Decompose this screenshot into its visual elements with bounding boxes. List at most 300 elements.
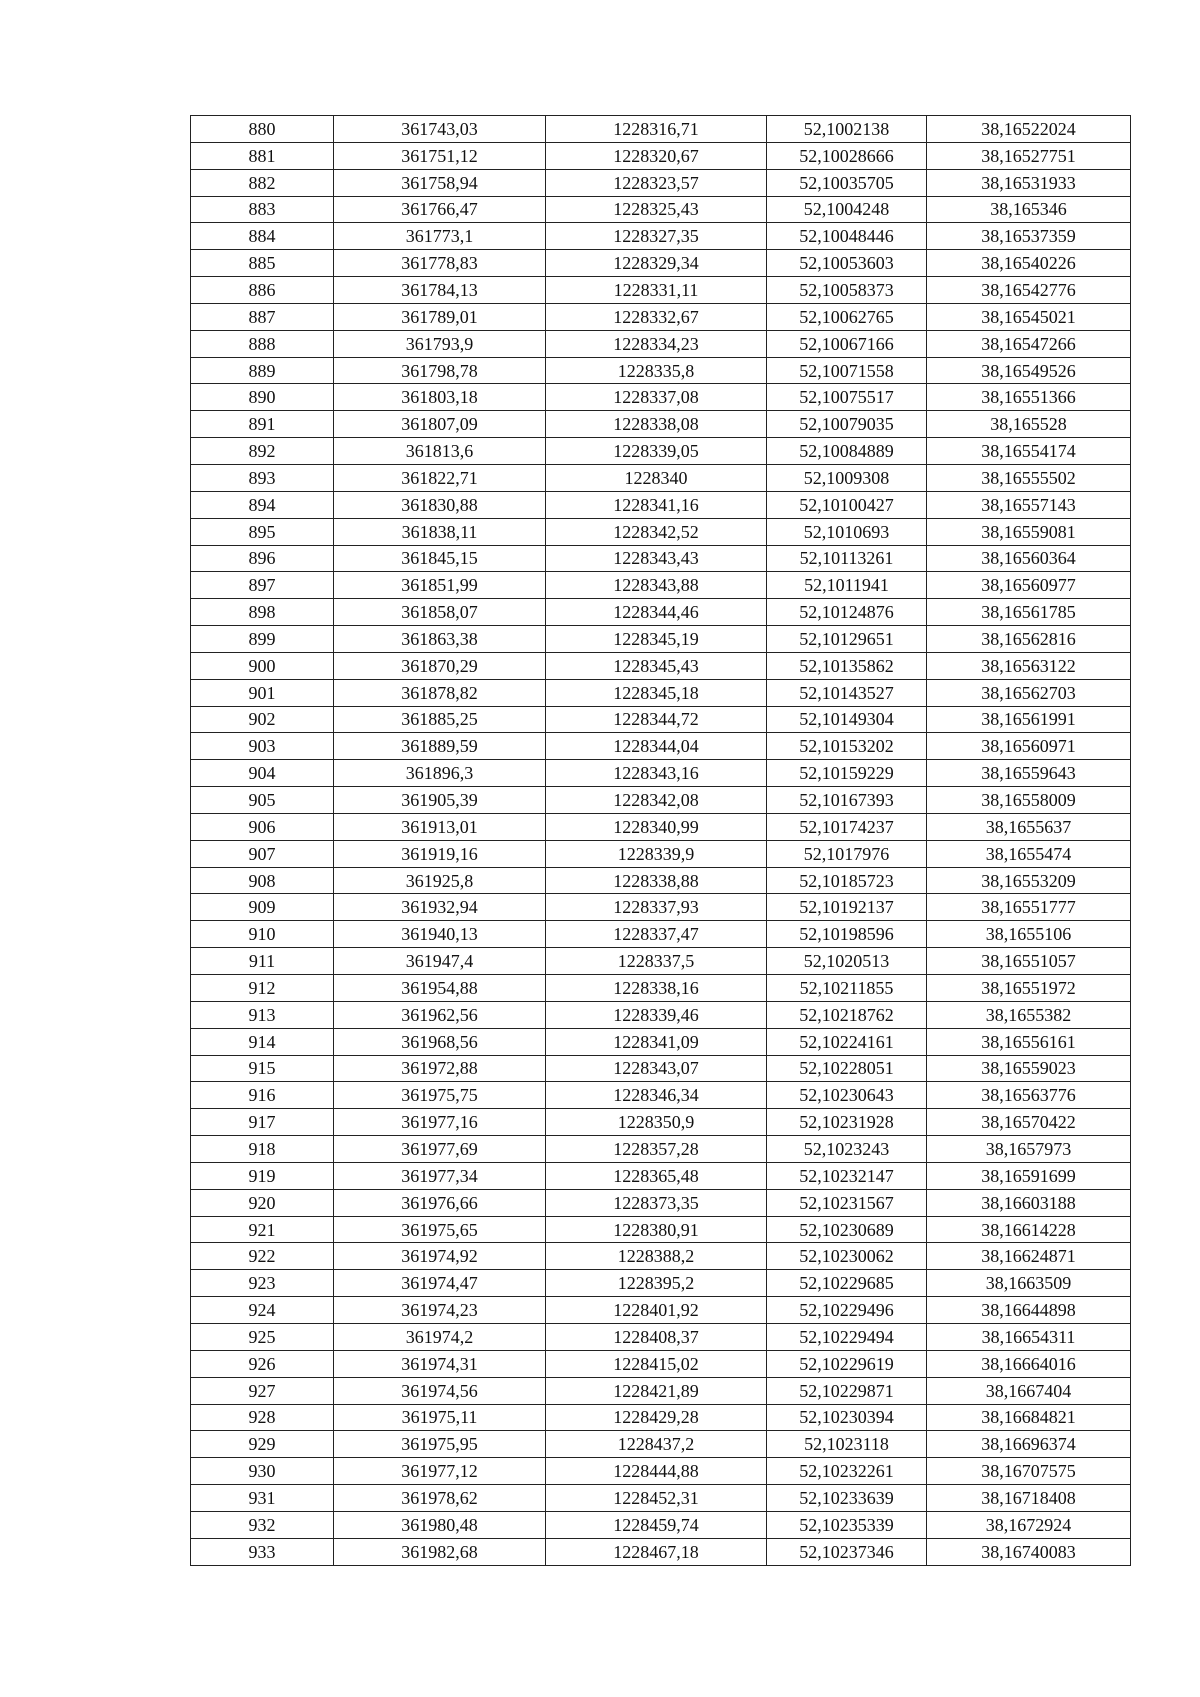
table-row: [191, 1055, 1131, 1082]
y-coordinate-cell: 1228344,72: [546, 706, 767, 733]
longitude-cell: 38,16527751: [927, 142, 1131, 169]
x-coordinate-cell: 361838,11: [334, 518, 546, 545]
latitude-cell: 52,10229619: [767, 1350, 927, 1377]
latitude-cell: 52,10135862: [767, 652, 927, 679]
y-coordinate-cell: 1228415,02: [546, 1350, 767, 1377]
latitude-cell: 52,10149304: [767, 706, 927, 733]
x-coordinate-cell: 361803,18: [334, 384, 546, 411]
table-row: [191, 1001, 1131, 1028]
table-row: [191, 357, 1131, 384]
point-number-cell: 885: [191, 250, 334, 277]
coordinates-table: [190, 115, 1131, 1566]
y-coordinate-cell: 1228338,88: [546, 867, 767, 894]
table-row: [191, 652, 1131, 679]
point-number-cell: 884: [191, 223, 334, 250]
y-coordinate-cell: 1228341,09: [546, 1028, 767, 1055]
y-coordinate-cell: 1228339,46: [546, 1001, 767, 1028]
x-coordinate-cell: 361793,9: [334, 330, 546, 357]
x-coordinate-cell: 361743,03: [334, 116, 546, 143]
table-row: [191, 1323, 1131, 1350]
table-row: [191, 250, 1131, 277]
x-coordinate-cell: 361896,3: [334, 760, 546, 787]
point-number-cell: 909: [191, 894, 334, 921]
latitude-cell: 52,10231567: [767, 1189, 927, 1216]
table-row: [191, 1404, 1131, 1431]
latitude-cell: 52,10232261: [767, 1458, 927, 1485]
y-coordinate-cell: 1228343,16: [546, 760, 767, 787]
x-coordinate-cell: 361972,88: [334, 1055, 546, 1082]
table-row: [191, 411, 1131, 438]
x-coordinate-cell: 361863,38: [334, 626, 546, 653]
table-row: [191, 223, 1131, 250]
longitude-cell: 38,16563122: [927, 652, 1131, 679]
y-coordinate-cell: 1228329,34: [546, 250, 767, 277]
x-coordinate-cell: 361885,25: [334, 706, 546, 733]
point-number-cell: 887: [191, 303, 334, 330]
y-coordinate-cell: 1228444,88: [546, 1458, 767, 1485]
point-number-cell: 882: [191, 169, 334, 196]
x-coordinate-cell: 361925,8: [334, 867, 546, 894]
longitude-cell: 38,16718408: [927, 1485, 1131, 1512]
longitude-cell: 38,16563776: [927, 1082, 1131, 1109]
y-coordinate-cell: 1228337,5: [546, 948, 767, 975]
y-coordinate-cell: 1228437,2: [546, 1431, 767, 1458]
x-coordinate-cell: 361751,12: [334, 142, 546, 169]
latitude-cell: 52,10084889: [767, 438, 927, 465]
latitude-cell: 52,10211855: [767, 975, 927, 1002]
latitude-cell: 52,10198596: [767, 921, 927, 948]
table-row: [191, 626, 1131, 653]
x-coordinate-cell: 361977,16: [334, 1109, 546, 1136]
y-coordinate-cell: 1228343,88: [546, 572, 767, 599]
y-coordinate-cell: 1228337,93: [546, 894, 767, 921]
table-row: [191, 1216, 1131, 1243]
longitude-cell: 38,1655382: [927, 1001, 1131, 1028]
y-coordinate-cell: 1228334,23: [546, 330, 767, 357]
latitude-cell: 52,1023118: [767, 1431, 927, 1458]
longitude-cell: 38,16551366: [927, 384, 1131, 411]
longitude-cell: 38,16603188: [927, 1189, 1131, 1216]
table-row: [191, 1109, 1131, 1136]
x-coordinate-cell: 361932,94: [334, 894, 546, 921]
latitude-cell: 52,10232147: [767, 1162, 927, 1189]
point-number-cell: 928: [191, 1404, 334, 1431]
x-coordinate-cell: 361889,59: [334, 733, 546, 760]
latitude-cell: 52,10229496: [767, 1297, 927, 1324]
point-number-cell: 911: [191, 948, 334, 975]
longitude-cell: 38,16560364: [927, 545, 1131, 572]
point-number-cell: 891: [191, 411, 334, 438]
latitude-cell: 52,10058373: [767, 277, 927, 304]
y-coordinate-cell: 1228337,47: [546, 921, 767, 948]
x-coordinate-cell: 361940,13: [334, 921, 546, 948]
longitude-cell: 38,16560977: [927, 572, 1131, 599]
y-coordinate-cell: 1228380,91: [546, 1216, 767, 1243]
x-coordinate-cell: 361778,83: [334, 250, 546, 277]
x-coordinate-cell: 361975,75: [334, 1082, 546, 1109]
x-coordinate-cell: 361977,12: [334, 1458, 546, 1485]
latitude-cell: 52,1002138: [767, 116, 927, 143]
y-coordinate-cell: 1228401,92: [546, 1297, 767, 1324]
latitude-cell: 52,10129651: [767, 626, 927, 653]
y-coordinate-cell: 1228338,16: [546, 975, 767, 1002]
longitude-cell: 38,16531933: [927, 169, 1131, 196]
y-coordinate-cell: 1228429,28: [546, 1404, 767, 1431]
table-row: [191, 867, 1131, 894]
y-coordinate-cell: 1228339,05: [546, 438, 767, 465]
table-row: [191, 330, 1131, 357]
point-number-cell: 925: [191, 1323, 334, 1350]
latitude-cell: 52,10067166: [767, 330, 927, 357]
table-row: [191, 169, 1131, 196]
latitude-cell: 52,10224161: [767, 1028, 927, 1055]
latitude-cell: 52,1023243: [767, 1136, 927, 1163]
latitude-cell: 52,10048446: [767, 223, 927, 250]
x-coordinate-cell: 361807,09: [334, 411, 546, 438]
point-number-cell: 890: [191, 384, 334, 411]
longitude-cell: 38,16561785: [927, 599, 1131, 626]
point-number-cell: 919: [191, 1162, 334, 1189]
latitude-cell: 52,10229685: [767, 1270, 927, 1297]
table-row: [191, 1162, 1131, 1189]
table-row: [191, 921, 1131, 948]
table-row: [191, 196, 1131, 223]
y-coordinate-cell: 1228320,67: [546, 142, 767, 169]
latitude-cell: 52,10143527: [767, 679, 927, 706]
x-coordinate-cell: 361962,56: [334, 1001, 546, 1028]
latitude-cell: 52,1011941: [767, 572, 927, 599]
latitude-cell: 52,10124876: [767, 599, 927, 626]
point-number-cell: 897: [191, 572, 334, 599]
point-number-cell: 899: [191, 626, 334, 653]
point-number-cell: 886: [191, 277, 334, 304]
longitude-cell: 38,16549526: [927, 357, 1131, 384]
point-number-cell: 917: [191, 1109, 334, 1136]
x-coordinate-cell: 361974,92: [334, 1243, 546, 1270]
x-coordinate-cell: 361980,48: [334, 1511, 546, 1538]
y-coordinate-cell: 1228342,08: [546, 787, 767, 814]
table-row: [191, 1458, 1131, 1485]
latitude-cell: 52,1004248: [767, 196, 927, 223]
point-number-cell: 905: [191, 787, 334, 814]
y-coordinate-cell: 1228339,9: [546, 840, 767, 867]
point-number-cell: 883: [191, 196, 334, 223]
x-coordinate-cell: 361947,4: [334, 948, 546, 975]
y-coordinate-cell: 1228343,07: [546, 1055, 767, 1082]
latitude-cell: 52,10229494: [767, 1323, 927, 1350]
y-coordinate-cell: 1228408,37: [546, 1323, 767, 1350]
x-coordinate-cell: 361978,62: [334, 1485, 546, 1512]
point-number-cell: 888: [191, 330, 334, 357]
x-coordinate-cell: 361830,88: [334, 491, 546, 518]
latitude-cell: 52,1020513: [767, 948, 927, 975]
latitude-cell: 52,10230062: [767, 1243, 927, 1270]
y-coordinate-cell: 1228452,31: [546, 1485, 767, 1512]
latitude-cell: 52,10230394: [767, 1404, 927, 1431]
table-row: [191, 518, 1131, 545]
latitude-cell: 52,10237346: [767, 1538, 927, 1565]
point-number-cell: 906: [191, 813, 334, 840]
longitude-cell: 38,16560971: [927, 733, 1131, 760]
longitude-cell: 38,1655637: [927, 813, 1131, 840]
longitude-cell: 38,16614228: [927, 1216, 1131, 1243]
point-number-cell: 900: [191, 652, 334, 679]
x-coordinate-cell: 361766,47: [334, 196, 546, 223]
x-coordinate-cell: 361976,66: [334, 1189, 546, 1216]
longitude-cell: 38,16551777: [927, 894, 1131, 921]
longitude-cell: 38,16664016: [927, 1350, 1131, 1377]
table-row: [191, 760, 1131, 787]
latitude-cell: 52,1017976: [767, 840, 927, 867]
latitude-cell: 52,10174237: [767, 813, 927, 840]
longitude-cell: 38,16540226: [927, 250, 1131, 277]
y-coordinate-cell: 1228346,34: [546, 1082, 767, 1109]
latitude-cell: 52,10229871: [767, 1377, 927, 1404]
longitude-cell: 38,16624871: [927, 1243, 1131, 1270]
y-coordinate-cell: 1228350,9: [546, 1109, 767, 1136]
y-coordinate-cell: 1228316,71: [546, 116, 767, 143]
x-coordinate-cell: 361975,11: [334, 1404, 546, 1431]
table-row: [191, 706, 1131, 733]
longitude-cell: 38,16559023: [927, 1055, 1131, 1082]
point-number-cell: 930: [191, 1458, 334, 1485]
longitude-cell: 38,16555502: [927, 464, 1131, 491]
x-coordinate-cell: 361982,68: [334, 1538, 546, 1565]
latitude-cell: 52,1009308: [767, 464, 927, 491]
y-coordinate-cell: 1228345,19: [546, 626, 767, 653]
x-coordinate-cell: 361974,23: [334, 1297, 546, 1324]
table-row: [191, 813, 1131, 840]
x-coordinate-cell: 361758,94: [334, 169, 546, 196]
longitude-cell: 38,16557143: [927, 491, 1131, 518]
table-row: [191, 1136, 1131, 1163]
longitude-cell: 38,16558009: [927, 787, 1131, 814]
longitude-cell: 38,16551057: [927, 948, 1131, 975]
y-coordinate-cell: 1228325,43: [546, 196, 767, 223]
table-row: [191, 1377, 1131, 1404]
x-coordinate-cell: 361789,01: [334, 303, 546, 330]
point-number-cell: 918: [191, 1136, 334, 1163]
table-row: [191, 142, 1131, 169]
latitude-cell: 52,10233639: [767, 1485, 927, 1512]
latitude-cell: 52,10028666: [767, 142, 927, 169]
point-number-cell: 894: [191, 491, 334, 518]
table-row: [191, 545, 1131, 572]
y-coordinate-cell: 1228467,18: [546, 1538, 767, 1565]
latitude-cell: 52,10230643: [767, 1082, 927, 1109]
x-coordinate-cell: 361975,95: [334, 1431, 546, 1458]
point-number-cell: 881: [191, 142, 334, 169]
point-number-cell: 926: [191, 1350, 334, 1377]
point-number-cell: 896: [191, 545, 334, 572]
y-coordinate-cell: 1228338,08: [546, 411, 767, 438]
table-row: [191, 733, 1131, 760]
table-row: [191, 948, 1131, 975]
y-coordinate-cell: 1228331,11: [546, 277, 767, 304]
longitude-cell: 38,16591699: [927, 1162, 1131, 1189]
table-row: [191, 894, 1131, 921]
x-coordinate-cell: 361974,2: [334, 1323, 546, 1350]
table-row: [191, 1350, 1131, 1377]
table-row: [191, 1431, 1131, 1458]
longitude-cell: 38,16740083: [927, 1538, 1131, 1565]
point-number-cell: 912: [191, 975, 334, 1002]
table-row: [191, 1243, 1131, 1270]
point-number-cell: 893: [191, 464, 334, 491]
point-number-cell: 929: [191, 1431, 334, 1458]
latitude-cell: 52,10167393: [767, 787, 927, 814]
y-coordinate-cell: 1228323,57: [546, 169, 767, 196]
table-row: [191, 1511, 1131, 1538]
y-coordinate-cell: 1228459,74: [546, 1511, 767, 1538]
point-number-cell: 933: [191, 1538, 334, 1565]
table-row: [191, 277, 1131, 304]
longitude-cell: 38,1657973: [927, 1136, 1131, 1163]
x-coordinate-cell: 361798,78: [334, 357, 546, 384]
y-coordinate-cell: 1228332,67: [546, 303, 767, 330]
latitude-cell: 52,10159229: [767, 760, 927, 787]
longitude-cell: 38,16554174: [927, 438, 1131, 465]
x-coordinate-cell: 361975,65: [334, 1216, 546, 1243]
longitude-cell: 38,16545021: [927, 303, 1131, 330]
point-number-cell: 903: [191, 733, 334, 760]
longitude-cell: 38,1672924: [927, 1511, 1131, 1538]
latitude-cell: 52,10079035: [767, 411, 927, 438]
longitude-cell: 38,16562816: [927, 626, 1131, 653]
latitude-cell: 52,10035705: [767, 169, 927, 196]
y-coordinate-cell: 1228344,04: [546, 733, 767, 760]
x-coordinate-cell: 361845,15: [334, 545, 546, 572]
x-coordinate-cell: 361784,13: [334, 277, 546, 304]
table-row: [191, 975, 1131, 1002]
x-coordinate-cell: 361919,16: [334, 840, 546, 867]
longitude-cell: 38,16553209: [927, 867, 1131, 894]
point-number-cell: 880: [191, 116, 334, 143]
x-coordinate-cell: 361954,88: [334, 975, 546, 1002]
point-number-cell: 927: [191, 1377, 334, 1404]
longitude-cell: 38,16570422: [927, 1109, 1131, 1136]
table-row: [191, 840, 1131, 867]
longitude-cell: 38,1663509: [927, 1270, 1131, 1297]
y-coordinate-cell: 1228327,35: [546, 223, 767, 250]
y-coordinate-cell: 1228388,2: [546, 1243, 767, 1270]
point-number-cell: 924: [191, 1297, 334, 1324]
point-number-cell: 931: [191, 1485, 334, 1512]
longitude-cell: 38,16551972: [927, 975, 1131, 1002]
y-coordinate-cell: 1228345,43: [546, 652, 767, 679]
longitude-cell: 38,16537359: [927, 223, 1131, 250]
longitude-cell: 38,16547266: [927, 330, 1131, 357]
latitude-cell: 52,10153202: [767, 733, 927, 760]
coordinates-table-body: [191, 116, 1131, 1566]
longitude-cell: 38,16556161: [927, 1028, 1131, 1055]
point-number-cell: 920: [191, 1189, 334, 1216]
latitude-cell: 52,10053603: [767, 250, 927, 277]
y-coordinate-cell: 1228373,35: [546, 1189, 767, 1216]
longitude-cell: 38,16559643: [927, 760, 1131, 787]
point-number-cell: 895: [191, 518, 334, 545]
table-row: [191, 787, 1131, 814]
y-coordinate-cell: 1228343,43: [546, 545, 767, 572]
longitude-cell: 38,16542776: [927, 277, 1131, 304]
latitude-cell: 52,10192137: [767, 894, 927, 921]
x-coordinate-cell: 361870,29: [334, 652, 546, 679]
latitude-cell: 52,10218762: [767, 1001, 927, 1028]
point-number-cell: 904: [191, 760, 334, 787]
table-row: [191, 1189, 1131, 1216]
y-coordinate-cell: 1228337,08: [546, 384, 767, 411]
y-coordinate-cell: 1228344,46: [546, 599, 767, 626]
table-row: [191, 116, 1131, 143]
longitude-cell: 38,16707575: [927, 1458, 1131, 1485]
longitude-cell: 38,16654311: [927, 1323, 1131, 1350]
x-coordinate-cell: 361977,34: [334, 1162, 546, 1189]
point-number-cell: 916: [191, 1082, 334, 1109]
y-coordinate-cell: 1228395,2: [546, 1270, 767, 1297]
longitude-cell: 38,165528: [927, 411, 1131, 438]
y-coordinate-cell: 1228345,18: [546, 679, 767, 706]
y-coordinate-cell: 1228341,16: [546, 491, 767, 518]
table-row: [191, 464, 1131, 491]
y-coordinate-cell: 1228421,89: [546, 1377, 767, 1404]
table-row: [191, 1082, 1131, 1109]
table-row: [191, 384, 1131, 411]
point-number-cell: 921: [191, 1216, 334, 1243]
table-row: [191, 572, 1131, 599]
longitude-cell: 38,1655106: [927, 921, 1131, 948]
x-coordinate-cell: 361977,69: [334, 1136, 546, 1163]
point-number-cell: 922: [191, 1243, 334, 1270]
latitude-cell: 52,10231928: [767, 1109, 927, 1136]
point-number-cell: 908: [191, 867, 334, 894]
x-coordinate-cell: 361822,71: [334, 464, 546, 491]
latitude-cell: 52,10230689: [767, 1216, 927, 1243]
x-coordinate-cell: 361858,07: [334, 599, 546, 626]
latitude-cell: 52,1010693: [767, 518, 927, 545]
x-coordinate-cell: 361851,99: [334, 572, 546, 599]
point-number-cell: 889: [191, 357, 334, 384]
latitude-cell: 52,10228051: [767, 1055, 927, 1082]
y-coordinate-cell: 1228357,28: [546, 1136, 767, 1163]
x-coordinate-cell: 361913,01: [334, 813, 546, 840]
table-row: [191, 1297, 1131, 1324]
latitude-cell: 52,10113261: [767, 545, 927, 572]
longitude-cell: 38,1655474: [927, 840, 1131, 867]
point-number-cell: 932: [191, 1511, 334, 1538]
table-row: [191, 599, 1131, 626]
point-number-cell: 901: [191, 679, 334, 706]
table-row: [191, 1485, 1131, 1512]
latitude-cell: 52,10062765: [767, 303, 927, 330]
table-row: [191, 1028, 1131, 1055]
x-coordinate-cell: 361974,56: [334, 1377, 546, 1404]
x-coordinate-cell: 361905,39: [334, 787, 546, 814]
point-number-cell: 913: [191, 1001, 334, 1028]
table-row: [191, 679, 1131, 706]
table-row: [191, 303, 1131, 330]
y-coordinate-cell: 1228365,48: [546, 1162, 767, 1189]
latitude-cell: 52,10185723: [767, 867, 927, 894]
x-coordinate-cell: 361878,82: [334, 679, 546, 706]
x-coordinate-cell: 361773,1: [334, 223, 546, 250]
latitude-cell: 52,10075517: [767, 384, 927, 411]
point-number-cell: 898: [191, 599, 334, 626]
latitude-cell: 52,10071558: [767, 357, 927, 384]
point-number-cell: 892: [191, 438, 334, 465]
point-number-cell: 907: [191, 840, 334, 867]
y-coordinate-cell: 1228342,52: [546, 518, 767, 545]
x-coordinate-cell: 361968,56: [334, 1028, 546, 1055]
